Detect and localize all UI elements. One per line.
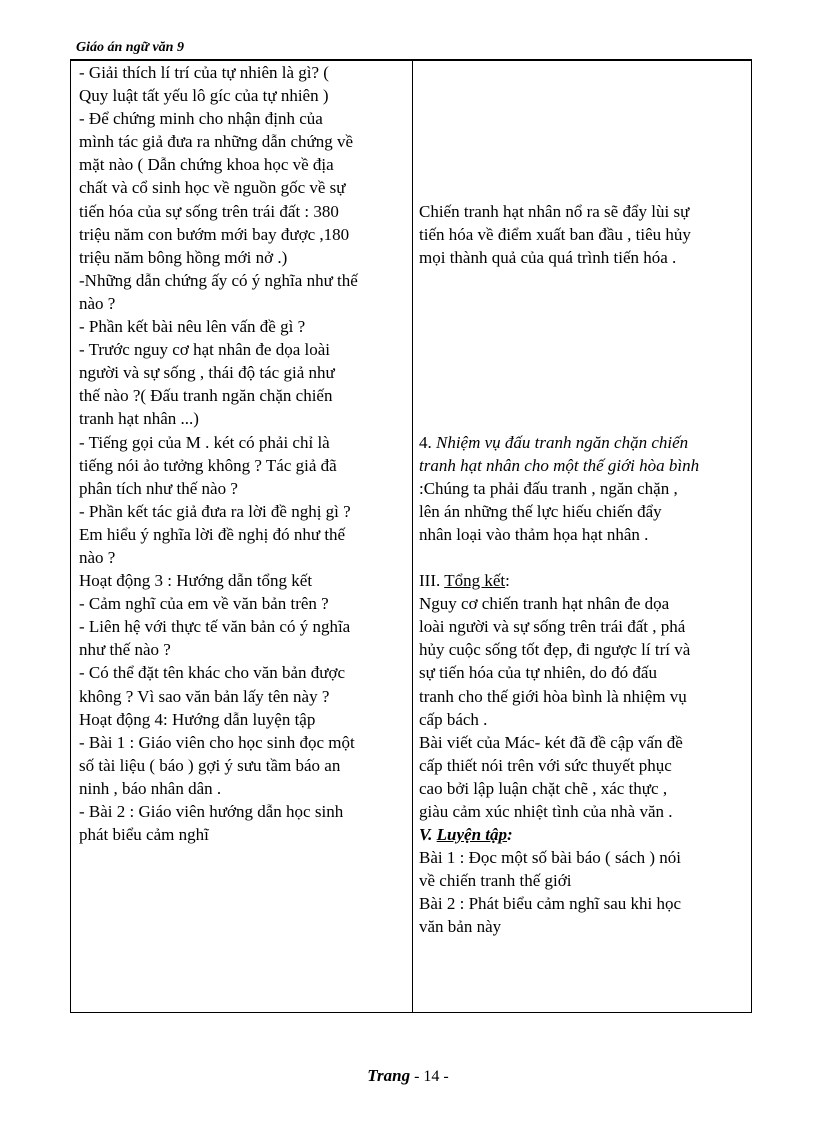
summary-numeral: III. [419, 571, 441, 591]
text-line: về chiến tranh thế giới [419, 871, 572, 891]
footer-label: Trang [367, 1066, 411, 1085]
text-line: cấp bách . [419, 709, 488, 729]
text-line: loài người và sự sống trên trái đất , phá [419, 617, 686, 637]
text-line: nào ? [79, 547, 116, 567]
text-line: phát biểu cảm nghĩ [79, 825, 209, 845]
text-line: - Giải thích lí trí của tự nhiên là gì? ( [79, 63, 329, 82]
text-line: tiếng nói ảo tưởng không ? Tác giả đã [79, 455, 337, 475]
text-line: - Bài 1 : Giáo viên cho học sinh đọc một [79, 732, 355, 752]
practice-text [419, 846, 751, 938]
text-line: không ? Vì sao văn bản lấy tên này ? [79, 686, 330, 706]
text-line: Bài viết của Mác- két đã đề cập vấn đề [419, 732, 683, 752]
content-line: nhân loại vào thảm họa hạt nhân . [419, 524, 649, 544]
text-line: tranh cho thế giới hòa bình là nhiệm vụ [419, 686, 687, 706]
text-line: số tài liệu ( báo ) gợi ý sưu tầm báo an [79, 755, 341, 775]
text-line: mặt nào ( Dẫn chứng khoa học về địa [79, 155, 334, 175]
task-heading: Nhiệm vụ đấu tranh ngăn chặn chiến [436, 432, 689, 452]
practice-colon: : [507, 825, 513, 845]
text-line: - Tiếng gọi của M . két có phải chỉ là [79, 432, 330, 452]
content-line: mọi thành quả của quá trình tiến hóa . [419, 247, 677, 267]
text-line: - Cảm nghĩ của em về văn bản trên ? [79, 594, 329, 614]
practice-heading: Luyện tập [436, 825, 508, 845]
content-line: tiến hóa về điểm xuất ban đầu , tiêu hủy [419, 224, 691, 244]
text-line: triệu năm con bướm mới bay được ,180 [79, 224, 350, 244]
text-line: - Phần kết bài nêu lên vấn đề gì ? [79, 317, 306, 337]
text-line: người và sự sống , thái độ tác giả như [79, 363, 335, 383]
text-line: - Phần kết tác giả đưa ra lời đề nghị gì ? [79, 501, 351, 521]
text-line: Nguy cơ chiến tranh hạt nhân đe dọa [419, 594, 670, 614]
practice-numeral: V. [419, 825, 433, 845]
page-number: - 14 - [414, 1068, 449, 1085]
column-divider [412, 61, 413, 1012]
text-line: cấp thiết nói trên với sức thuyết phục [419, 755, 672, 775]
content-line: Chiến tranh hạt nhân nổ ra sẽ đẩy lùi sự [419, 201, 690, 221]
content-line: :Chúng ta phải đấu tranh , ngăn chặn , [419, 478, 678, 498]
text-line: nào ? [79, 293, 116, 313]
text-line: Em hiểu ý nghĩa lời đề nghị đó như thế [79, 524, 346, 544]
text-line: - Liên hệ với thực tế văn bản có ý nghĩa [79, 617, 351, 637]
text-line: văn bản này [419, 917, 502, 937]
text-line: - Bài 2 : Giáo viên hướng dẫn học sinh [79, 802, 344, 821]
text-line: - Trước nguy cơ hạt nhân đe dọa loài [79, 340, 330, 360]
text-line: - Có thể đặt tên khác cho văn bản được [79, 663, 346, 683]
text-line: chất và cổ sinh học về nguồn gốc về sự [79, 178, 346, 198]
text-line: mình tác giả đưa ra những dẫn chứng về [79, 132, 354, 152]
text-line: Hoạt động 4: Hướng dẫn luyện tập [79, 709, 316, 729]
summary-colon: : [505, 571, 510, 591]
text-line: như thế nào ? [79, 640, 171, 660]
task-heading-cont: tranh hạt nhân cho một thế giới hòa bình [419, 455, 700, 475]
document-header: Giáo án ngữ văn 9 [76, 40, 184, 55]
text-line: Bài 2 : Phát biểu cảm nghĩ sau khi học [419, 894, 682, 914]
text-line: Bài 1 : Đọc một số bài báo ( sách ) nói [419, 848, 682, 868]
practice-heading-line [419, 823, 751, 846]
text-line: triệu năm bông hồng mới nở .) [79, 247, 288, 267]
summary-heading: Tổng kết [444, 571, 506, 591]
text-line: hủy cuộc sống tốt đẹp, đi ngược lí trí và [419, 640, 691, 660]
text-line: sự tiến hóa của tự nhiên, do đó đấu [419, 663, 657, 683]
text-line: tranh hạt nhân ...) [79, 409, 199, 429]
text-line: tiến hóa của sự sống trên trái đất : 380 [79, 201, 339, 221]
content-line: lên án những thế lực hiếu chiến đẩy [419, 501, 662, 521]
summary-text [419, 592, 751, 823]
summary-heading-line [419, 569, 751, 592]
text-line: giàu cảm xúc nhiệt tình của nhà văn . [419, 802, 673, 821]
content-column [419, 61, 751, 939]
page-footer [0, 1066, 816, 1086]
text-line: - Để chứng minh cho nhận định của [79, 109, 323, 129]
task-number: 4. [419, 432, 432, 452]
text-line: cao bởi lập luận chặt chẽ , xác thực , [419, 778, 668, 798]
text-line: ninh , báo nhân dân . [79, 778, 222, 798]
teacher-activities-column [79, 61, 409, 846]
text-line: -Những dẫn chứng ấy có ý nghĩa như thế [79, 270, 358, 290]
text-line: Hoạt động 3 : Hướng dẫn tổng kết [79, 571, 313, 591]
lesson-table [70, 61, 752, 1013]
text-line: thế nào ?( Đấu tranh ngăn chặn chiến [79, 386, 333, 406]
task-heading-line [419, 431, 751, 454]
text-line: phân tích như thế nào ? [79, 478, 238, 498]
text-line: Quy luật tất yếu lô gíc của tự nhiên ) [79, 86, 329, 106]
